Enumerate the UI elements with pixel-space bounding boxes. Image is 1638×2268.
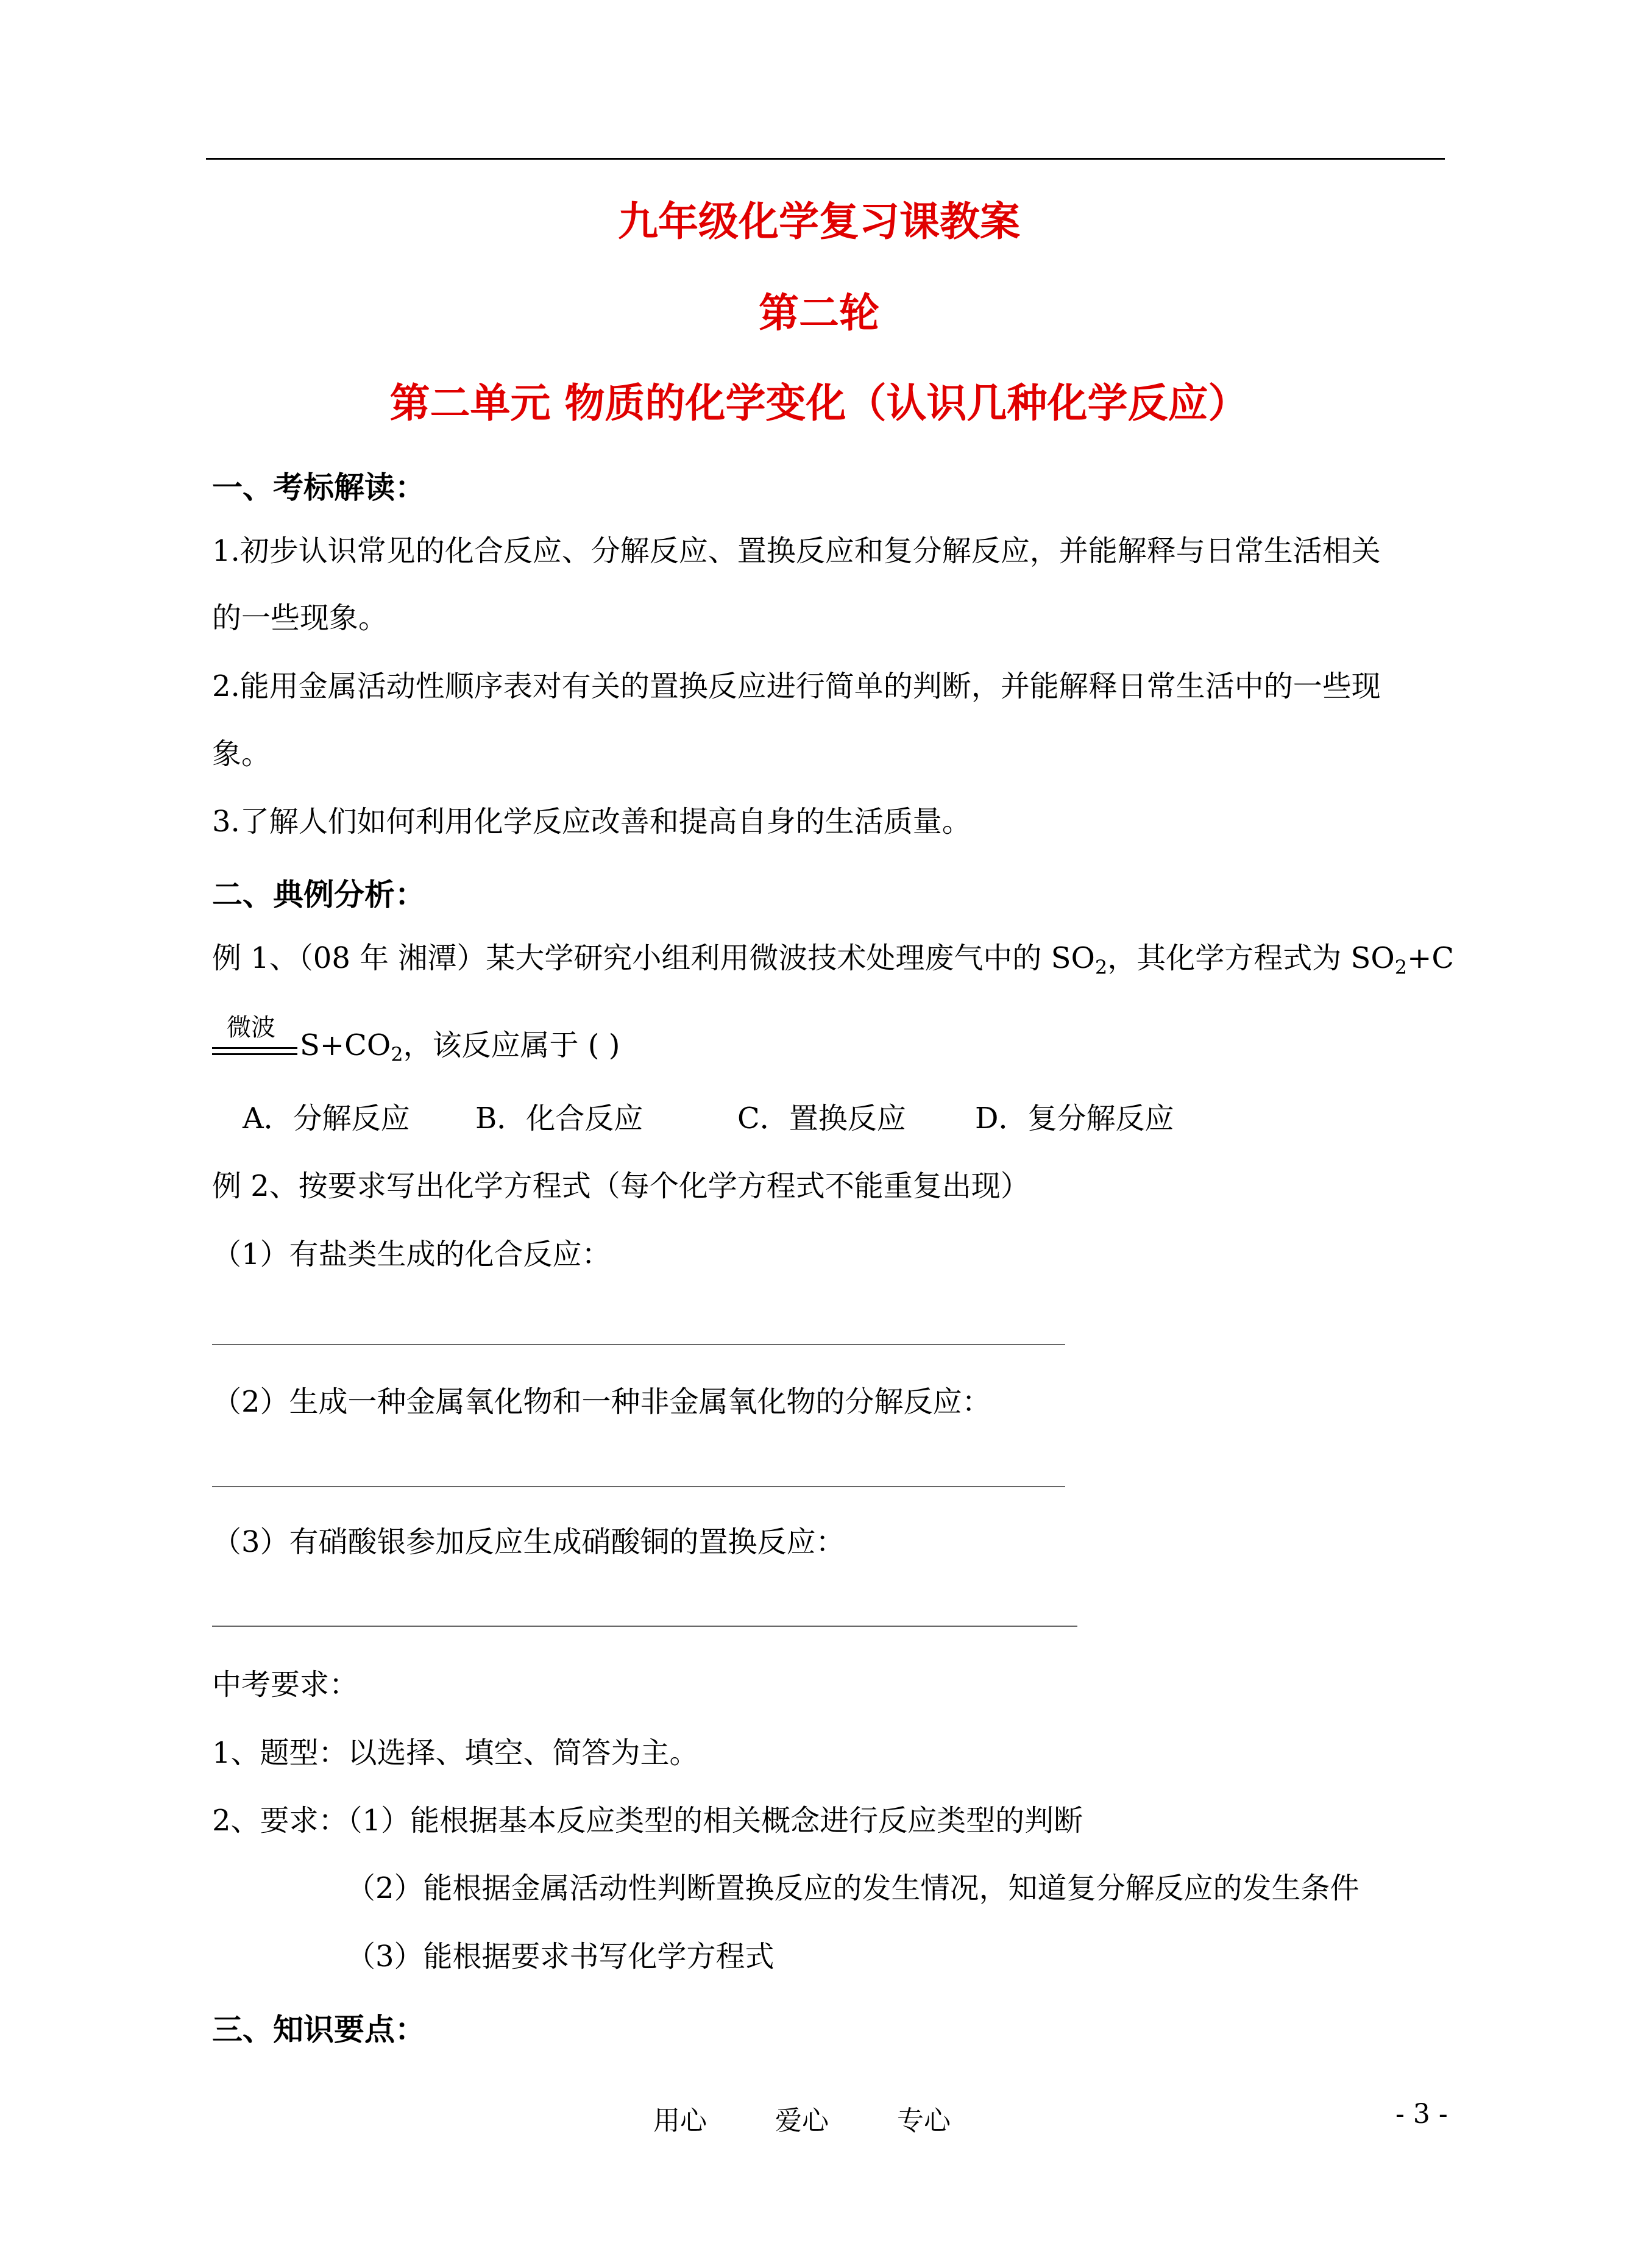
option-b: B．化合反应 (475, 1101, 644, 1136)
example-1-line2: $S+CO_2$，该反应属于 ( ) (300, 1028, 620, 1066)
option-d: D．复分解反应 (975, 1101, 1174, 1136)
reaction-condition-label: 微波 (227, 1014, 275, 1042)
main-title: 九年级化学复习课教案 (618, 197, 1020, 245)
footer-text-3: 专心 (897, 2105, 951, 2136)
exam-requirement-2: 2、要求：（1）能根据基本反应类型的相关概念进行反应类型的判断 (212, 1804, 1083, 1838)
answer-blank-3 (212, 1626, 1077, 1627)
footer-text-2: 爱心 (775, 2105, 829, 2136)
round-title: 第二轮 (759, 289, 879, 336)
option-c: C．置换反应 (737, 1101, 906, 1136)
reaction-condition-arrow (212, 1006, 297, 1061)
objective-3: 3.了解人们如何利用化学反应改善和提高自身的生活质量。 (212, 805, 971, 839)
unit-title: 第二单元 物质的化学变化（认识几种化学反应） (389, 379, 1249, 427)
section2-heading: 二、典例分析： (212, 876, 425, 912)
answer-blank-1 (212, 1344, 1065, 1345)
section1-heading: 一、考标解读： (212, 469, 425, 505)
exam-requirement-2-sub2: （2）能根据金属活动性判断置换反应的发生情况，知道复分解反应的发生条件 (346, 1871, 1360, 1905)
example-2-question-1: （1）有盐类生成的化合反应： (212, 1237, 611, 1271)
objective-1-line2: 的一些现象。 (212, 601, 388, 635)
footer-text-1: 用心 (653, 2105, 707, 2136)
header-rule (206, 158, 1445, 160)
exam-requirements-heading: 中考要求： (212, 1668, 359, 1702)
exam-requirement-2-sub3: （3）能根据要求书写化学方程式 (346, 1939, 775, 1974)
objective-1-line1: 1.初步认识常见的化合反应、分解反应、置换反应和复分解反应，并能解释与日常生活相关 (212, 534, 1381, 568)
answer-blank-2 (212, 1486, 1065, 1487)
exam-requirement-1: 1、题型：以选择、填空、简答为主。 (212, 1736, 699, 1770)
objective-2-line2: 象。 (212, 737, 271, 771)
section3-heading: 三、知识要点： (212, 2011, 425, 2047)
option-a: A．分解反应 (243, 1101, 410, 1136)
example-1-line1: 例 1、（08 年 湘潭）某大学研究小组利用微波技术处理废气中的 $SO_2$，其化学方程式为 $SO_2+C$ (212, 941, 1455, 979)
example-2-question-2: （2）生成一种金属氧化物和一种非金属氧化物的分解反应： (212, 1385, 991, 1419)
example-2: 例 2、按要求写出化学方程式（每个化学方程式不能重复出现） (212, 1169, 1030, 1203)
page-number: - 3 - (1395, 2099, 1448, 2130)
example-2-question-3: （3）有硝酸银参加反应生成硝酸铜的置换反应： (212, 1525, 845, 1559)
objective-2-line1: 2.能用金属活动性顺序表对有关的置换反应进行简单的判断，并能解释日常生活中的一些现 (212, 669, 1381, 703)
